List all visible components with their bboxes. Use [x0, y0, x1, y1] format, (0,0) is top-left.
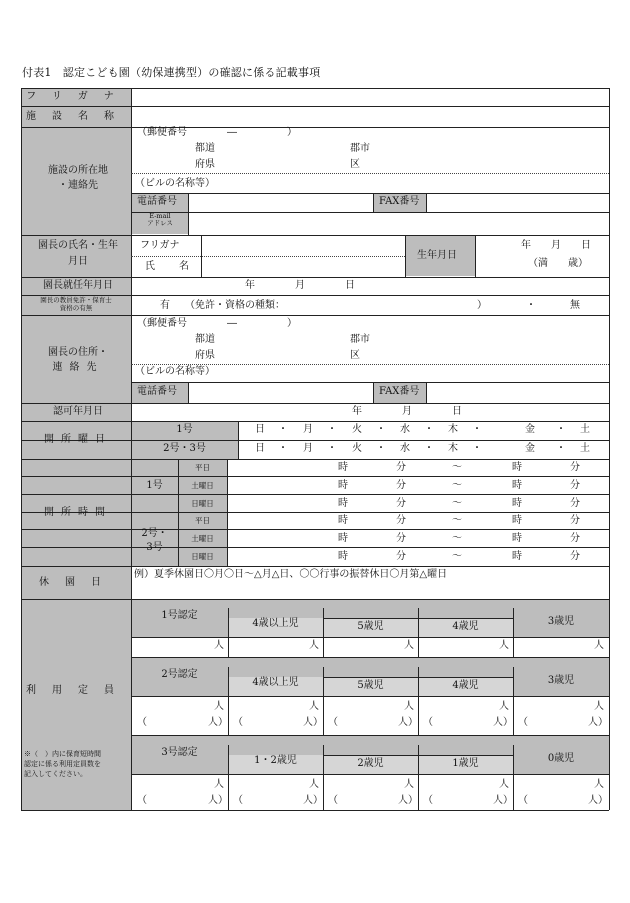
- tilde: ～: [452, 533, 462, 544]
- age-template: （満 歳）: [528, 258, 588, 269]
- unit-nin: 人: [594, 640, 604, 651]
- paren-close: 人）: [398, 717, 418, 728]
- paren-close: 人）: [588, 717, 608, 728]
- unit-nin: 人: [499, 640, 509, 651]
- age-header: 4歳児: [452, 680, 479, 691]
- label-head-name: 園長の氏名・生年: [38, 240, 118, 251]
- weekday-5: 金: [525, 424, 535, 435]
- table-rule: [238, 421, 239, 459]
- label-tel: 電話番号: [137, 386, 177, 397]
- label-no23: 3号: [146, 542, 163, 553]
- table-rule: [21, 403, 609, 404]
- shade-cell: [228, 745, 513, 755]
- unit-nin: 人: [499, 701, 509, 712]
- label-fax: FAX番号: [379, 386, 420, 397]
- table-rule: [21, 88, 22, 810]
- label-gunshi: 郡市: [350, 334, 370, 345]
- paren-open: （: [328, 795, 338, 806]
- table-rule: [21, 315, 609, 316]
- cert-label: 3号認定: [161, 747, 198, 758]
- unit-nin: 人: [214, 640, 224, 651]
- label-fax: FAX番号: [379, 196, 420, 207]
- table-rule: [21, 476, 609, 477]
- cert-label: 2号認定: [161, 669, 198, 680]
- dot-separator: ・: [278, 424, 288, 435]
- table-rule: [21, 494, 609, 495]
- tilde: ～: [452, 462, 462, 473]
- minute-unit: 分: [570, 551, 580, 562]
- dot-separator: ・: [376, 424, 386, 435]
- label-day-type: 平日: [195, 516, 210, 525]
- cert-label: 1号認定: [161, 610, 198, 621]
- hour-unit: 時: [512, 533, 522, 544]
- table-rule: [131, 440, 609, 441]
- hour-unit: 時: [512, 551, 522, 562]
- dot-separator: ・: [556, 424, 566, 435]
- table-rule: [21, 127, 609, 128]
- hour-unit: 時: [338, 462, 348, 473]
- unit-nin: 人: [499, 779, 509, 790]
- label-day-type: 土曜日: [191, 534, 214, 543]
- label-facility-name: 施設名称: [26, 111, 130, 122]
- paren-close: 人）: [208, 795, 228, 806]
- minute-unit: 分: [570, 515, 580, 526]
- table-rule: [21, 421, 609, 422]
- label-tel: 電話番号: [137, 196, 177, 207]
- label-no23: 2号・3号: [163, 443, 206, 454]
- label-address: 施設の所在地: [48, 165, 108, 176]
- age-header: 5歳児: [357, 621, 384, 632]
- label-approval: 認可年月日: [53, 406, 103, 417]
- paren-close: 人）: [493, 717, 513, 728]
- note-text: 認定に係る利用定員数を: [24, 760, 101, 768]
- minute-unit: 分: [396, 480, 406, 491]
- hour-unit: 時: [338, 498, 348, 509]
- age-header: 4歳以上児: [252, 677, 299, 688]
- weekday-3: 水: [400, 424, 410, 435]
- unit-nin: 人: [309, 640, 319, 651]
- license-dot: ・: [526, 300, 536, 311]
- label-capacity: 利用定員: [26, 685, 130, 696]
- label-open-hours: 開所時間: [44, 507, 112, 518]
- label-head-address: 連絡先: [52, 362, 104, 373]
- unit-nin: 人: [404, 779, 414, 790]
- table-rule: [21, 529, 609, 530]
- hour-unit: 時: [338, 515, 348, 526]
- age-header: 0歳児: [547, 753, 575, 764]
- age-header: 3歳児: [547, 616, 575, 627]
- tilde: ～: [452, 498, 462, 509]
- email-input[interactable]: [188, 212, 609, 235]
- label-shimei: 氏 名: [145, 261, 196, 272]
- shade-cell: [21, 88, 131, 810]
- label-birth: 生年月日: [417, 250, 457, 261]
- table-rule: [21, 547, 609, 548]
- weekday-2: 火: [352, 424, 362, 435]
- age-header: 5歳児: [357, 680, 384, 691]
- minute-unit: 分: [570, 462, 580, 473]
- paren-open: （: [518, 717, 528, 728]
- tilde: ～: [452, 515, 462, 526]
- age-header: 2歳児: [357, 758, 384, 769]
- paren-open: （: [233, 795, 243, 806]
- table-rule: [323, 618, 513, 619]
- label-no23: 2号・: [141, 528, 168, 539]
- paren-close: 人）: [208, 717, 228, 728]
- table-rule: [131, 382, 609, 383]
- weekday-1: 月: [303, 443, 313, 454]
- shade-cell: [131, 657, 609, 667]
- label-day-type: 日曜日: [191, 499, 214, 508]
- paren-close: 人）: [303, 795, 323, 806]
- table-rule: [131, 637, 609, 638]
- license-no-text: 無: [570, 300, 580, 311]
- label-fuken: 府県: [195, 159, 215, 170]
- postal-line: （郵便番号 ― ）: [137, 318, 297, 329]
- shade-cell: [131, 599, 609, 608]
- dot-separator: ・: [424, 443, 434, 454]
- paren-close: 人）: [588, 795, 608, 806]
- weekday-4: 木: [448, 424, 458, 435]
- paren-close: 人）: [303, 717, 323, 728]
- birth-date-template: 年 月 日: [521, 240, 591, 251]
- table-rule: [21, 459, 609, 460]
- postal-line: （郵便番号 ― ）: [137, 127, 297, 138]
- label-head-address: 園長の住所・: [48, 347, 108, 358]
- table-rule: [323, 677, 513, 678]
- label-email: E-mail: [149, 212, 171, 220]
- label-building: （ビルの名称等）: [135, 366, 215, 377]
- unit-nin: 人: [214, 701, 224, 712]
- facility-name-input[interactable]: [131, 106, 609, 127]
- table-rule: [188, 382, 189, 403]
- table-rule: [21, 566, 609, 567]
- weekday-0: 日: [255, 443, 265, 454]
- label-closed: 休園日: [39, 577, 117, 588]
- weekday-0: 日: [255, 424, 265, 435]
- dot-separator: ・: [556, 443, 566, 454]
- dot-separator: ・: [472, 424, 482, 435]
- table-rule: [609, 88, 610, 810]
- unit-nin: 人: [309, 779, 319, 790]
- unit-nin: 人: [404, 701, 414, 712]
- label-email: アドレス: [147, 219, 173, 227]
- label-day-type: 土曜日: [191, 481, 214, 490]
- dot-separator: ・: [424, 424, 434, 435]
- label-fuken: 府県: [195, 350, 215, 361]
- age-header: 4歳児: [452, 621, 479, 632]
- minute-unit: 分: [396, 533, 406, 544]
- age-header: 1歳児: [452, 758, 479, 769]
- dotted-rule: [131, 364, 609, 365]
- table-rule: [405, 235, 406, 277]
- label-no1: 1号: [176, 424, 193, 435]
- label-day-type: 平日: [195, 463, 210, 472]
- paren-open: （: [328, 717, 338, 728]
- hour-unit: 時: [512, 498, 522, 509]
- weekday-2: 火: [352, 443, 362, 454]
- shade-cell: [228, 667, 513, 677]
- hour-unit: 時: [338, 480, 348, 491]
- dot-separator: ・: [278, 443, 288, 454]
- dotted-rule: [131, 173, 609, 174]
- label-todo: 都道: [195, 143, 215, 154]
- hour-unit: 時: [338, 551, 348, 562]
- minute-unit: 分: [396, 462, 406, 473]
- table-rule: [21, 277, 609, 278]
- weekday-6: 土: [580, 443, 590, 454]
- shade-cell: [228, 608, 513, 618]
- table-rule: [131, 735, 609, 736]
- license-close: ）: [477, 300, 487, 311]
- unit-nin: 人: [594, 779, 604, 790]
- dot-separator: ・: [327, 443, 337, 454]
- minute-unit: 分: [396, 515, 406, 526]
- closed-example: 例）夏季休園日〇月〇日～△月△日、〇〇行事の振替休日〇月第△曜日: [134, 569, 448, 580]
- hour-unit: 時: [512, 462, 522, 473]
- table-rule: [131, 657, 609, 658]
- paren-close: 人）: [493, 795, 513, 806]
- minute-unit: 分: [396, 498, 406, 509]
- tilde: ～: [452, 480, 462, 491]
- table-rule: [323, 755, 513, 756]
- appointed-date-template: 年 月 日: [245, 280, 355, 291]
- hour-unit: 時: [512, 480, 522, 491]
- label-todo: 都道: [195, 334, 215, 345]
- furigana-input[interactable]: [131, 88, 609, 106]
- label-furigana: フリガナ: [26, 91, 130, 102]
- label-gunshi: 郡市: [350, 143, 370, 154]
- dot-separator: ・: [376, 443, 386, 454]
- paren-open: （: [137, 795, 147, 806]
- table-rule: [228, 608, 229, 657]
- table-rule: [178, 459, 179, 566]
- unit-nin: 人: [404, 640, 414, 651]
- document-title: 付表1 認定こども園（幼保連携型）の確認に係る記載事項: [22, 66, 321, 79]
- minute-unit: 分: [396, 551, 406, 562]
- weekday-6: 土: [580, 424, 590, 435]
- label-no1: 1号: [146, 480, 163, 491]
- weekday-4: 木: [448, 443, 458, 454]
- approval-date-template: 年 月 日: [352, 406, 462, 417]
- age-header: 3歳児: [547, 675, 575, 686]
- minute-unit: 分: [570, 480, 580, 491]
- label-ku: 区: [350, 159, 360, 170]
- paren-close: 人）: [398, 795, 418, 806]
- label-address: ・連絡先: [58, 180, 98, 191]
- shade-cell: [131, 735, 609, 745]
- weekday-5: 金: [525, 443, 535, 454]
- table-rule: [131, 696, 609, 697]
- hour-unit: 時: [338, 533, 348, 544]
- label-building: （ビルの名称等）: [135, 178, 215, 189]
- paren-open: （: [518, 795, 528, 806]
- table-rule: [21, 810, 609, 811]
- hour-unit: 時: [512, 515, 522, 526]
- label-license: 資格の有無: [59, 304, 93, 312]
- label-appointed: 園長就任年月日: [43, 280, 113, 291]
- age-header: 1・2歳児: [254, 755, 297, 766]
- dot-separator: ・: [472, 443, 482, 454]
- note-text: 記入してください。: [24, 770, 87, 778]
- table-rule: [475, 235, 476, 277]
- minute-unit: 分: [570, 498, 580, 509]
- label-ku: 区: [350, 350, 360, 361]
- tel-input[interactable]: [188, 193, 373, 212]
- dot-separator: ・: [327, 424, 337, 435]
- label-furigana-small: フリガナ: [140, 240, 180, 251]
- fax-input[interactable]: [426, 193, 609, 212]
- table-rule: [21, 599, 609, 600]
- table-rule: [426, 382, 427, 403]
- unit-nin: 人: [309, 701, 319, 712]
- head-name-input[interactable]: [201, 256, 405, 277]
- label-day-type: 日曜日: [191, 552, 214, 561]
- age-header: 4歳以上児: [252, 618, 299, 629]
- label-head-name: 月日: [68, 256, 88, 267]
- label-open-days: 開所曜日: [44, 434, 112, 445]
- tilde: ～: [452, 551, 462, 562]
- unit-nin: 人: [594, 701, 604, 712]
- table-rule: [373, 193, 374, 212]
- table-rule: [227, 459, 228, 566]
- weekday-3: 水: [400, 443, 410, 454]
- label-license: 園長の教員免許・保育士: [40, 296, 112, 304]
- note-text: ※（ ）内に保育短時間: [24, 750, 101, 758]
- paren-open: （: [233, 717, 243, 728]
- table-rule: [131, 774, 609, 775]
- paren-open: （: [137, 717, 147, 728]
- minute-unit: 分: [570, 533, 580, 544]
- paren-open: （: [423, 795, 433, 806]
- head-furigana-input[interactable]: [201, 235, 405, 256]
- table-rule: [373, 382, 374, 403]
- weekday-1: 月: [303, 424, 313, 435]
- license-yes-text: 有 （免許・資格の種類：: [160, 300, 285, 311]
- unit-nin: 人: [214, 779, 224, 790]
- paren-open: （: [423, 717, 433, 728]
